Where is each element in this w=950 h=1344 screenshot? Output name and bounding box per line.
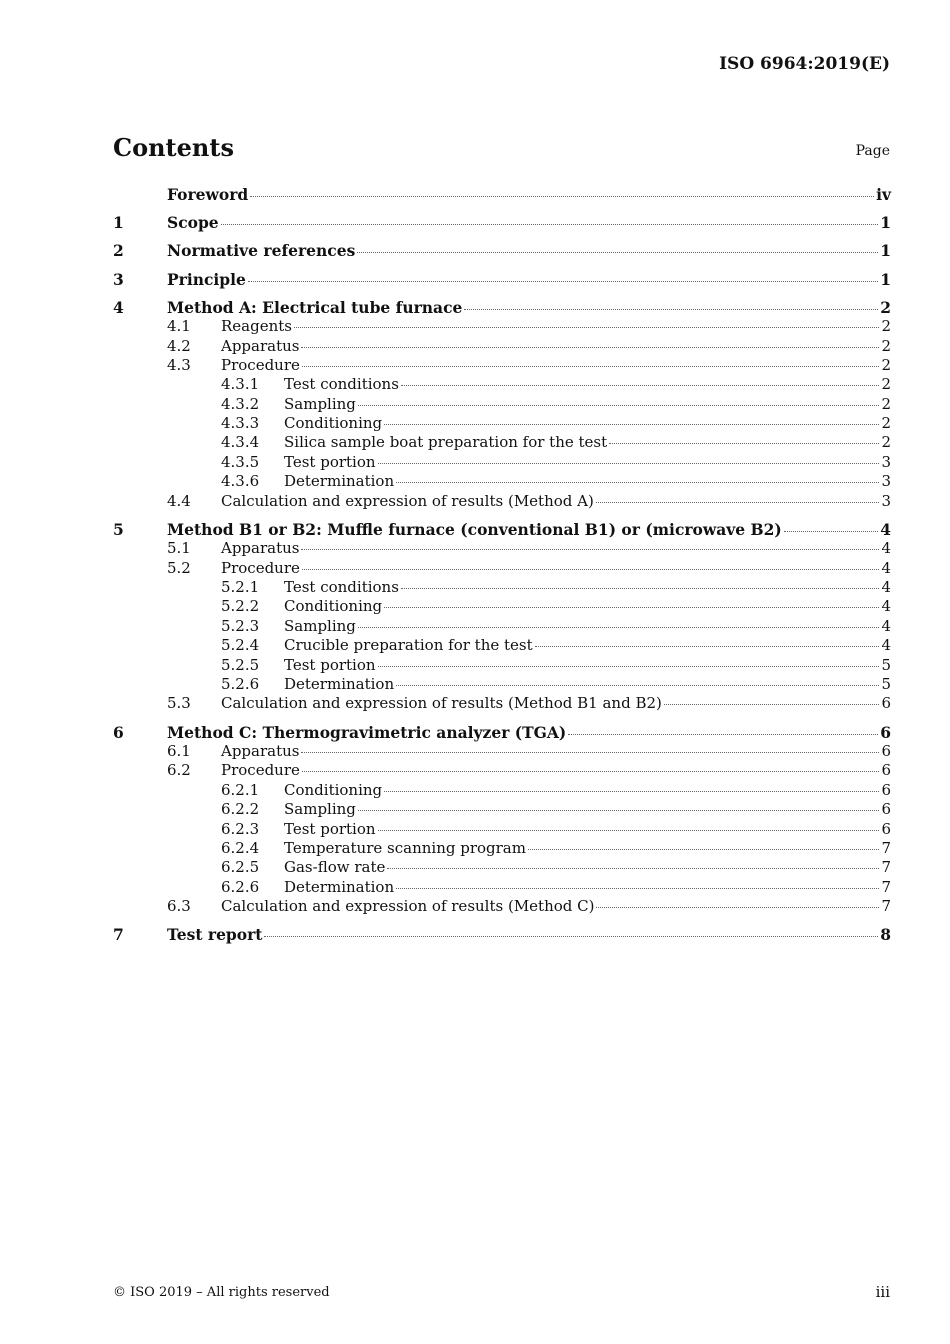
toc-entry-page[interactable]: 6 <box>881 819 891 838</box>
dot-leader <box>387 868 879 869</box>
toc-entry-page[interactable]: 2 <box>881 336 891 355</box>
toc-entry-page[interactable]: 6 <box>881 761 891 780</box>
toc-entry[interactable] <box>113 414 891 433</box>
toc-entry-page[interactable]: 8 <box>880 925 891 945</box>
toc-entry-number: 6 <box>113 722 124 742</box>
toc-entry-number: 6.2 <box>167 761 191 780</box>
page-number: iii <box>875 1283 890 1301</box>
toc-entry-title[interactable]: Determination <box>284 877 395 896</box>
dot-leader <box>609 443 879 444</box>
toc-entry[interactable] <box>113 559 891 578</box>
toc-entry-page[interactable]: 7 <box>881 877 891 896</box>
toc-entry[interactable] <box>113 375 891 394</box>
toc-entry-number: 4.3.1 <box>221 375 260 394</box>
toc-entry[interactable] <box>113 317 891 336</box>
dot-leader <box>535 646 880 647</box>
dot-leader <box>378 666 880 667</box>
toc-entry-title[interactable]: Method A: Electrical tube furnace <box>167 297 463 317</box>
toc-entry-page[interactable]: 4 <box>881 539 891 558</box>
toc-entry-number: 6.2.4 <box>221 838 260 857</box>
toc-entry-title[interactable]: Sampling <box>284 616 356 635</box>
toc-entry-number: 5.2 <box>167 558 191 577</box>
page-column-label: Page <box>855 143 890 159</box>
toc-entry-title[interactable]: Calculation and expression of results (Method A) <box>221 491 594 510</box>
toc-entry-number: 6.1 <box>167 741 191 760</box>
dot-leader <box>528 849 879 850</box>
toc-entry-page[interactable]: 4 <box>881 616 891 635</box>
toc-entry-title[interactable]: Foreword <box>167 185 249 204</box>
dot-leader <box>384 607 879 608</box>
toc-entry-page[interactable]: 7 <box>881 897 891 916</box>
toc-entry[interactable] <box>113 433 891 452</box>
toc-entry-title[interactable]: Conditioning <box>284 780 383 799</box>
toc-entry-title[interactable]: Normative references <box>167 241 356 261</box>
toc-entry-page[interactable]: 2 <box>881 394 891 413</box>
toc-entry[interactable] <box>113 761 891 780</box>
toc-entry-page[interactable]: 4 <box>880 519 891 539</box>
toc-entry-number: 6.2.3 <box>221 819 260 838</box>
toc-entry-title[interactable]: Silica sample boat preparation for the test <box>284 433 608 452</box>
toc-entry[interactable] <box>113 492 891 511</box>
toc-entry-number: 4.1 <box>167 317 191 336</box>
copyright-notice: © ISO 2019 – All rights reserved <box>113 1285 330 1300</box>
toc-entry[interactable] <box>113 520 891 539</box>
toc-entry[interactable] <box>113 356 891 375</box>
toc-entry-title[interactable]: Principle <box>167 269 246 289</box>
toc-entry-number: 4.3.2 <box>221 394 260 413</box>
toc-entry[interactable] <box>113 858 891 877</box>
dot-leader <box>302 771 880 772</box>
toc-entry-number: 6.2.5 <box>221 858 260 877</box>
toc-entry-title[interactable]: Sampling <box>284 394 356 413</box>
dot-leader <box>301 549 879 550</box>
toc-entry[interactable] <box>113 395 891 414</box>
toc-entry[interactable] <box>113 241 891 260</box>
toc-entry[interactable] <box>113 742 891 761</box>
dot-leader <box>264 936 878 937</box>
toc-entry-title[interactable]: Determination <box>284 472 395 491</box>
toc-entry-number: 5.2.5 <box>221 655 260 674</box>
toc-entry-page[interactable]: 6 <box>881 694 891 713</box>
toc-entry-number: 5.1 <box>167 539 191 558</box>
toc-entry-number: 4.4 <box>167 491 191 510</box>
toc-entry[interactable] <box>113 925 891 944</box>
toc-entry-title[interactable]: Crucible preparation for the test <box>284 636 533 655</box>
toc-entry-page[interactable]: 1 <box>880 269 891 289</box>
toc-entry-title[interactable]: Test portion <box>284 819 376 838</box>
toc-entry-page[interactable]: 2 <box>880 297 891 317</box>
toc-entry-title[interactable]: Calculation and expression of results (Method C) <box>221 897 595 916</box>
toc-entry[interactable] <box>113 800 891 819</box>
toc-entry-title[interactable]: Procedure <box>221 355 300 374</box>
toc-entry-page[interactable]: 1 <box>880 241 891 261</box>
dot-leader <box>301 347 879 348</box>
dot-leader <box>664 704 880 705</box>
toc-entry[interactable] <box>113 723 891 742</box>
toc-entry-number: 4.3.3 <box>221 414 260 433</box>
toc-entry-number: 6.2.1 <box>221 780 260 799</box>
toc-entry-number: 5.2.1 <box>221 578 260 597</box>
toc-entry-number: 4 <box>113 297 124 317</box>
toc-entry-page[interactable]: 3 <box>881 452 891 471</box>
dot-leader <box>401 385 880 386</box>
toc-entry-page[interactable]: 7 <box>881 858 891 877</box>
toc-entry-number: 5.2.4 <box>221 636 260 655</box>
toc-entry[interactable] <box>113 539 891 558</box>
toc-entry-number: 4.3.6 <box>221 472 260 491</box>
toc-entry[interactable] <box>113 453 891 472</box>
toc-entry-title[interactable]: Gas-flow rate <box>284 858 386 877</box>
toc-entry[interactable] <box>113 298 891 317</box>
toc-entry-number: 4.3.5 <box>221 452 260 471</box>
toc-entry-number: 5.2.3 <box>221 616 260 635</box>
toc-entry-title[interactable]: Method C: Thermogravimetric analyzer (TGA) <box>167 722 567 742</box>
dot-leader <box>294 327 879 328</box>
toc-entry-page[interactable]: 3 <box>881 472 891 491</box>
dot-leader <box>596 502 880 503</box>
toc-entry[interactable] <box>113 656 891 675</box>
dot-leader <box>568 734 878 735</box>
toc-entry-title[interactable]: Procedure <box>221 558 300 577</box>
toc-entry-number: 5.2.2 <box>221 597 260 616</box>
toc-entry-number: 2 <box>113 241 124 261</box>
toc-entry-page[interactable]: 4 <box>881 558 891 577</box>
toc-entry-number: 6.2.6 <box>221 877 260 896</box>
toc-entry-title[interactable]: Test portion <box>284 452 376 471</box>
dot-leader <box>302 366 880 367</box>
toc-entry[interactable] <box>113 839 891 858</box>
toc-entry[interactable] <box>113 636 891 655</box>
toc-entry[interactable] <box>113 617 891 636</box>
dot-leader <box>378 463 880 464</box>
toc-entry-page[interactable]: 7 <box>881 838 891 857</box>
dot-leader <box>784 531 878 532</box>
toc-entry-number: 5 <box>113 519 124 539</box>
toc-entry-title[interactable]: Procedure <box>221 761 300 780</box>
toc-entry[interactable] <box>113 578 891 597</box>
toc-entry-title[interactable]: Scope <box>167 213 219 233</box>
toc-entry[interactable] <box>113 597 891 616</box>
toc-entry[interactable] <box>113 781 891 800</box>
contents-heading: Contents <box>113 133 234 162</box>
dot-leader <box>384 791 879 792</box>
toc-entry-title[interactable]: Sampling <box>284 800 356 819</box>
toc-entry-page[interactable]: iv <box>876 185 891 204</box>
toc-entry-title[interactable]: Method B1 or B2: Muffle furnace (conventional B1) or (microwave B2) <box>167 519 782 539</box>
toc-entry[interactable] <box>113 185 891 204</box>
toc-entry-number: 6.3 <box>167 897 191 916</box>
toc-entry-page[interactable]: 2 <box>881 317 891 336</box>
toc-entry[interactable] <box>113 675 891 694</box>
dot-leader <box>378 830 880 831</box>
toc-entry-title[interactable]: Calculation and expression of results (Method B1 and B2) <box>221 694 662 713</box>
dot-leader <box>396 685 879 686</box>
toc-entry-title[interactable]: Conditioning <box>284 414 383 433</box>
dot-leader <box>384 424 879 425</box>
toc-entry-page[interactable]: 1 <box>880 213 891 233</box>
toc-entry-title[interactable]: Test portion <box>284 655 376 674</box>
toc-entry-title[interactable]: Apparatus <box>221 741 300 760</box>
toc-entry[interactable] <box>113 472 891 491</box>
toc-entry-title[interactable]: Reagents <box>221 317 292 336</box>
toc-entry-title[interactable]: Apparatus <box>221 539 300 558</box>
toc-entry-page[interactable]: 6 <box>881 800 891 819</box>
dot-leader <box>396 888 879 889</box>
toc-entry-page[interactable]: 3 <box>881 491 891 510</box>
toc-entry-title[interactable]: Test report <box>167 925 263 945</box>
dot-leader <box>358 627 880 628</box>
dot-leader <box>596 907 879 908</box>
toc-entry-title[interactable]: Determination <box>284 674 395 693</box>
toc-entry-page[interactable]: 2 <box>881 414 891 433</box>
toc-entry-page[interactable]: 4 <box>881 578 891 597</box>
dot-leader <box>358 810 880 811</box>
dot-leader <box>302 569 880 570</box>
dot-leader <box>301 752 879 753</box>
toc-entry[interactable] <box>113 270 891 289</box>
toc-entry-page[interactable]: 2 <box>881 355 891 374</box>
toc-entry-title[interactable]: Test conditions <box>284 578 399 597</box>
toc-entry[interactable] <box>113 213 891 232</box>
dot-leader <box>221 224 879 225</box>
toc-entry-page[interactable]: 6 <box>881 741 891 760</box>
toc-entry-page[interactable]: 4 <box>881 636 891 655</box>
dot-leader <box>357 252 878 253</box>
toc-entry-page[interactable]: 2 <box>881 433 891 452</box>
toc-entry-number: 4.3 <box>167 355 191 374</box>
toc-entry-number: 4.2 <box>167 336 191 355</box>
toc-entry[interactable] <box>113 820 891 839</box>
toc-entry-number: 5.3 <box>167 694 191 713</box>
toc-entry-page[interactable]: 5 <box>881 674 891 693</box>
dot-leader <box>250 196 874 197</box>
dot-leader <box>464 309 878 310</box>
toc-entry-page[interactable]: 6 <box>881 780 891 799</box>
toc-entry-page[interactable]: 5 <box>881 655 891 674</box>
document-id: ISO 6964:2019(E) <box>719 54 890 74</box>
toc-entry[interactable] <box>113 337 891 356</box>
toc-entry-page[interactable]: 4 <box>881 597 891 616</box>
toc-entry-number: 3 <box>113 269 124 289</box>
toc-entry-page[interactable]: 2 <box>881 375 891 394</box>
toc-entry-number: 7 <box>113 925 124 945</box>
toc-entry-number: 6.2.2 <box>221 800 260 819</box>
toc-entry-number: 4.3.4 <box>221 433 260 452</box>
dot-leader <box>248 281 878 282</box>
dot-leader <box>401 588 880 589</box>
dot-leader <box>396 482 879 483</box>
toc-entry-number: 5.2.6 <box>221 674 260 693</box>
toc-entry-page[interactable]: 6 <box>880 722 891 742</box>
toc-entry[interactable] <box>113 694 891 713</box>
dot-leader <box>358 405 880 406</box>
toc-entry-title[interactable]: Apparatus <box>221 336 300 355</box>
table-of-contents <box>113 185 891 945</box>
toc-entry[interactable] <box>113 897 891 916</box>
toc-entry-title[interactable]: Temperature scanning program <box>284 838 526 857</box>
toc-entry-number: 1 <box>113 213 124 233</box>
toc-entry-title[interactable]: Conditioning <box>284 597 383 616</box>
toc-entry[interactable] <box>113 878 891 897</box>
toc-entry-title[interactable]: Test conditions <box>284 375 399 394</box>
